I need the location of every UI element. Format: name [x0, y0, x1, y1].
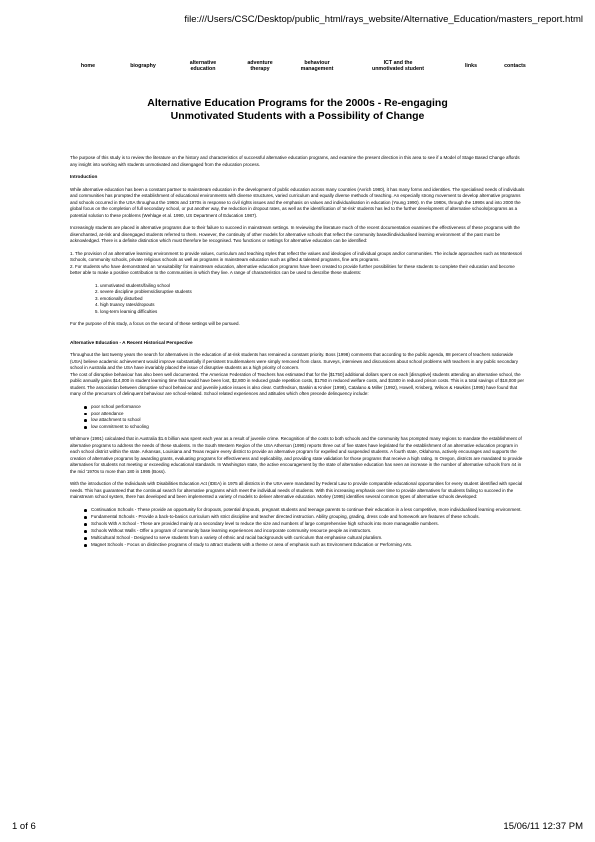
list-item: low attachment to school: [84, 417, 526, 424]
heading-historical-perspective: Alternative Education - A Recent Historical Perspective: [70, 339, 193, 345]
site-nav: [62, 54, 536, 78]
school-types-list: [84, 507, 526, 549]
page-title: Alternative Education Programs for the 2000s - Re-engaging Unmotivated Students with a Possibility of Change: [147, 97, 448, 122]
intro-paragraph-2: Increasingly students are placed in alternative programs due to their failure to succeed in mainstream settings. In reviewing the literature much of the recent documentation examines the effectiveness of these programs with the disenchanted, at-risk and disengaged students referred to them. However, the continuity of other models for alternative schools that reflect the community based/individualised learning environment of the past must be acknowledged. There is a definite distinction which must therefore be recognised. Two functions or settings for alternative education can be identified:: [70, 225, 520, 243]
list-item: Continuation Schools - These provide an opportunity for dropouts, potential dropouts, pregnant students and teenage parents to continue their education in a less competitive, more individualised learning environment.: [84, 507, 526, 514]
list-item: poor attendance: [84, 411, 526, 418]
list-item: 4. high truancy rates/dropouts: [100, 302, 526, 309]
student-characteristics-list: [100, 283, 526, 316]
list-item: Schools With A School - These are provided mainly at a secondary level to reduce the size and numbers of large comprehensive high schools into more manageable numbers.: [84, 521, 526, 528]
list-item: Magnet Schools - Focus on distinctive programs of study to attract students with a theme or area of emphasis such as Environment Education or Performing Arts.: [84, 542, 526, 549]
history-paragraph-3: Whitmore (1991) calculated that in Australia $1.6 billion was spent each year as a result of juvenile crime. Recognition of the costs to both schools and the community has prompted many regions to mandate the establishment of alternative programs to address the needs of these students. In the South Western Region of the USA Atherson (1995) reports three out of five states have legislated for the establishment of an alternative education program in each school district within the state. Arkansas, Louisiana and Texas require every district to provide an alternative program for expelled and suspended students. A fourth state, Oklahoma, actively encourages and supports the creation of alternative programs by awarding grants, evaluating programs for effectiveness and replicability, and providing state validation for those programs that receive a high rating. In Oregon, districts are mandated to provide alternatives for students not meeting or exceeding educational standards. In Washington state, the active encouragement by the state of alternative education has seen an increase in the number of alternative schools from 44 in the mid '1970s to more than 180 in 1995 (Boss).: [70, 436, 523, 474]
list-item: Schools Without Walls - Offer a program of community base learning experiences and incorporate community resource people as instructors.: [84, 528, 526, 535]
history-paragraph-4: With the introduction of the Individuals with Disabilities Education Act (IDEA) in 1975 all districts in the USA were mandated by Federal Law to provide comparable educational opportunities for every student identified with special needs. This has guaranteed that the continual search for alternative programs which meet the individual needs of students. With this increasing emphasis over time to provide alternatives for students failing to succeed in the mainstream school system, there has developed and been implemented a variety of models to deliver alternative education. Morley (1995) identifies several common types of alternative schools developed:: [70, 481, 523, 500]
list-item: poor school performance: [84, 404, 526, 411]
list-item: Multicultural School - Designed to serve students from a variety of ethnic and racial backgrounds with curriculum that emphasise cultural pluralism.: [84, 535, 526, 542]
main-content: [70, 155, 526, 554]
study-focus-paragraph: For the purpose of this study, a focus on the second of these settings will be pursued.: [70, 321, 240, 327]
nav-ict-unmotivated-student[interactable]: ICT and the unmotivated student: [371, 59, 425, 72]
nav-home[interactable]: home: [80, 62, 96, 69]
list-item: low commitment to schooling: [84, 424, 526, 431]
intro-paragraph-1: While alternative education has been a constant partner to mainstream education in the development of public education across many countries (Avrich 1980), it has many forms and identities. The specialised needs of individuals and communities has prompted the establishment of educational environments with diverse structures, varied curriculum and equally diverse methods of teaching. An especially strong movement to develop alternative programs and schools occurred in the USA throughout the 1960s and 1970s in response to civil rights issues and the emphasis on values and individualisation in education (Young 1990). In the 1980s, through the 1990s and into 2000 the global focus on the completion of full secondary school, or put another way, the reduction in dropout rates, as well as the identification of 'at-risk' students has led to the further development of alternative schools/programs as a potential solution to these problems (Wehlage et al. 1990, US Department of Education 1987).: [70, 186, 525, 218]
delinquency-precursors-list: [84, 404, 526, 430]
history-paragraph-1: Throughout the last twenty years the search for alternatives in the education of at-risk students has remained a constant priority. Boss (1998) comments that according to the public agenda, 88 percent of teachers nationwide (USA) believe academic achievement would improve substantially if persistent troublemakers were simply removed from class. Surveys, interviews and discussions about school problems with teachers in any public secondary school in Australia and the USA have invariably placed the issue of disruptive students as a high priority of concern.: [70, 352, 518, 371]
nav-contacts[interactable]: contacts: [504, 62, 526, 69]
list-item: 2. severe discipline problems/disruptive students: [100, 289, 526, 296]
history-paragraph-2: The cost of disruptive behaviour has also been well documented. The American Federation of Teachers has estimated that for the [$1750] additional dollars spent on each [disruptive] students attending an alternative school, the public annually gains $14,000 in student learning time that would have been lost, $2,800 in reduced grade repetition costs, $1750 in reduced welfare costs, and $1500 in reduced prison costs. This is a total savings of $18,000 per student. The association between disruptive school behaviour and juvenile justice issues is also clear. Gottfredson, Baskin & Kroker (1998), Catalano & Miller (1992), Howell, Krisberg, Wilson & Hawkins (1995) have found that many of the precursors of delinquent behaviour are school-related. School related experiences and attitudes which often precede delinquency include:: [70, 371, 524, 397]
list-item: 5. long-term learning difficulties: [100, 309, 526, 316]
nav-links[interactable]: links: [464, 62, 478, 69]
heading-introduction: Introduction: [70, 174, 98, 179]
nav-behaviour-management[interactable]: behaviour management: [300, 59, 334, 72]
nav-adventure-therapy[interactable]: adventure therapy: [247, 59, 273, 72]
page-number: 1 of 6: [12, 821, 36, 832]
print-timestamp: 15/06/11 12:37 PM: [503, 821, 583, 832]
intro-paragraph: The purpose of this study is to review the literature on the history and characteristics of successful alternative education programs, and examine the present direction in this area to see if a Model of Stage Based Change affords any insight into working with students unmotivated and disengaged from the education process.: [70, 155, 520, 167]
setting-one-paragraph: 1. The provision of an alternative learning environment to provide values, curriculum and teaching styles that reflect the values and ideologies of individual groups and/or communities. The include approaches such as Montessori Schools, community schools, private religious schools as well as programs in mainstream education such as gifted & talented programs, fine arts programs.: [70, 250, 523, 262]
nav-alternative-education[interactable]: alternative education: [189, 59, 217, 72]
setting-two-paragraph: 2. For students who have demonstrated an 'unsuitability' for mainstream education, alternative education programs have been created to provide further possibilities for these students to complete their education and become better able to make a positive contribution to the communities in which they live. A range of characteristics can be used to describe these students:: [70, 263, 515, 275]
browser-url: file:///Users/CSC/Desktop/public_html/rays_website/Alternative_Education/masters_report.html: [184, 14, 583, 25]
list-item: 3. emotionally disturbed: [100, 296, 526, 303]
list-item: Fundamental Schools - Provide a back-to-basics curriculum with strict discipline and teacher directed instruction. Ability grouping, grading, dress code and homework are features of these schools.: [84, 514, 526, 521]
list-item: 1. unmotivated students/failing school: [100, 283, 526, 290]
nav-biography[interactable]: biography: [130, 62, 156, 69]
